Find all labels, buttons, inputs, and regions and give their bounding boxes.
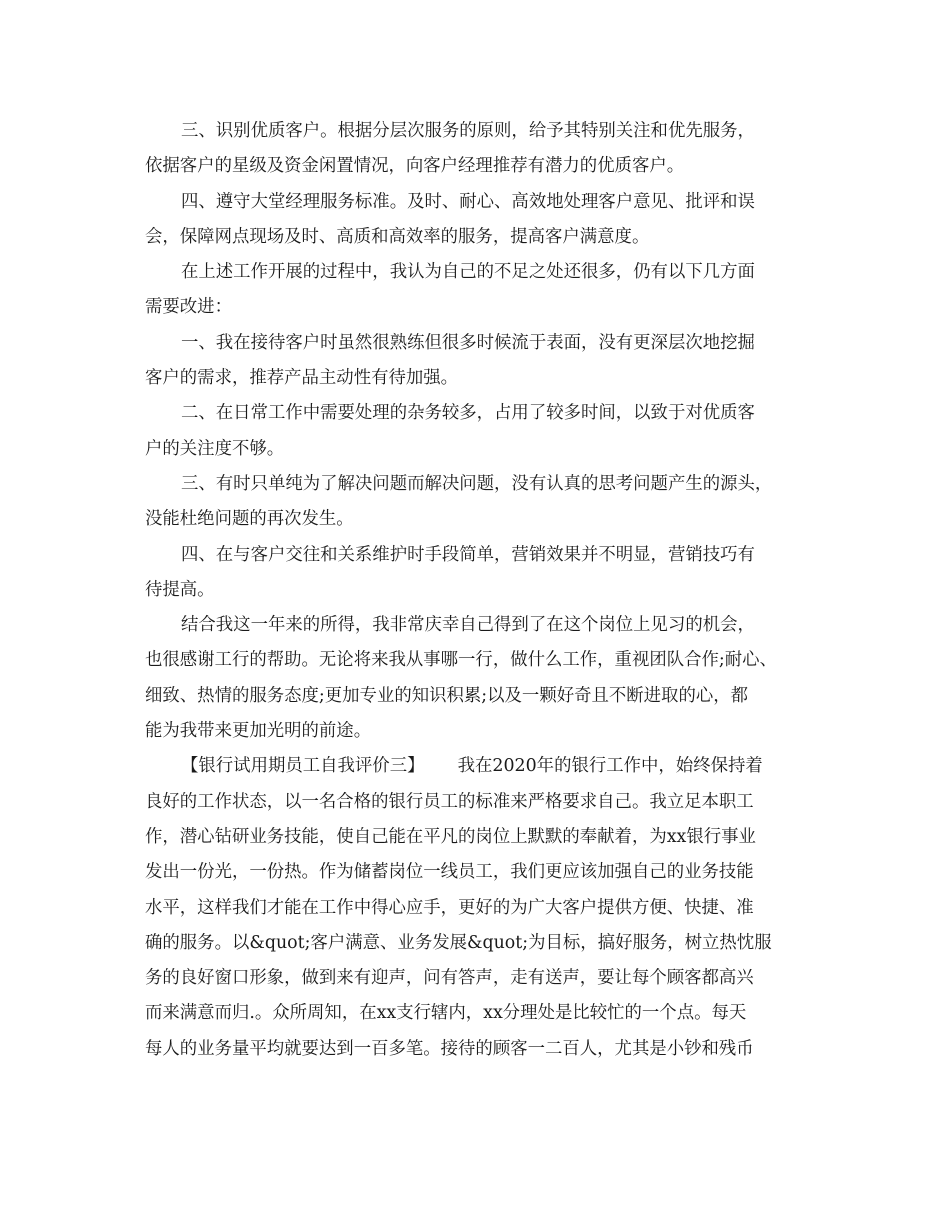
text-line: 发出一份光，一份热。作为储蓄岗位一线员工，我们更应该加强自己的业务技能	[145, 862, 754, 883]
text-line: 务的良好窗口形象，做到来有迎声，问有答声，走有送声，要让每个顾客都高兴	[145, 968, 754, 989]
text-line: 四、遵守大堂经理服务标准。及时、耐心、高效地处理客户意见、批评和误	[181, 191, 755, 212]
text-line: 细致、热情的服务态度;更加专业的知识积累;以及一颗好奇且不断进取的心，都	[145, 685, 749, 706]
text-line: 没能杜绝问题的再次发生。	[145, 509, 354, 530]
document-body	[145, 114, 825, 1067]
text-line: 良好的工作状态，以一名合格的银行员工的标准来严格要求自己。我立足本职工	[145, 791, 754, 812]
text-line: 水平，这样我们才能在工作中得心应手，更好的为广大客户提供方便、快捷、准	[145, 897, 754, 918]
text-line: 依据客户的星级及资金闲置情况，向客户经理推荐有潜力的优质客户。	[145, 156, 685, 177]
text-line: 三、识别优质客户。根据分层次服务的原则，给予其特别关注和优先服务，	[181, 121, 755, 141]
text-line: 在上述工作开展的过程中，我认为自己的不足之处还很多，仍有以下几方面	[181, 262, 755, 283]
text-line: 需要改进：	[145, 297, 232, 318]
text-line: 四、在与客户交往和关系维护时手段简单，营销效果并不明显，营销技巧有	[181, 544, 755, 565]
text-line: 也很感谢工行的帮助。无论将来我从事哪一行，做什么工作，重视团队合作;耐心、	[145, 650, 777, 671]
text-line: 会，保障网点现场及时、高质和高效率的服务，提高客户满意度。	[145, 226, 650, 247]
text-line: 作，潜心钻研业务技能，使自己能在平凡的岗位上默默的奉献着，为xx银行事业	[145, 826, 756, 847]
text-line: 户的关注度不够。	[145, 438, 285, 459]
text-line: 待提高。	[145, 579, 215, 600]
text-line: 结合我这一年来的所得，我非常庆幸自己得到了在这个岗位上见习的机会，	[181, 615, 755, 636]
text-line: 每人的业务量平均就要达到一百多笔。接待的顾客一二百人，尤其是小钞和残币	[145, 1038, 754, 1059]
text-line: 【银行试用期员工自我评价三】 我在2020年的银行工作中，始终保持着	[181, 756, 763, 777]
text-line: 一、我在接待客户时虽然很熟练但很多时候流于表面，没有更深层次地挖掘	[181, 332, 755, 353]
text-line: 能为我带来更加光明的前途。	[145, 721, 372, 742]
text-line: 客户的需求，推荐产品主动性有待加强。	[145, 368, 459, 389]
text-line: 确的服务。以&quot;客户满意、业务发展&quot;为目标，搞好服务，树立热忱服	[145, 932, 772, 953]
text-line: 三、有时只单纯为了解决问题而解决问题，没有认真的思考问题产生的源头，	[181, 473, 773, 494]
text-line: 二、在日常工作中需要处理的杂务较多，占用了较多时间，以致于对优质客	[181, 403, 755, 424]
text-line: 而来满意而归.。众所周知，在xx支行辖内，xx分理处是比较忙的一个点。每天	[145, 1003, 747, 1024]
